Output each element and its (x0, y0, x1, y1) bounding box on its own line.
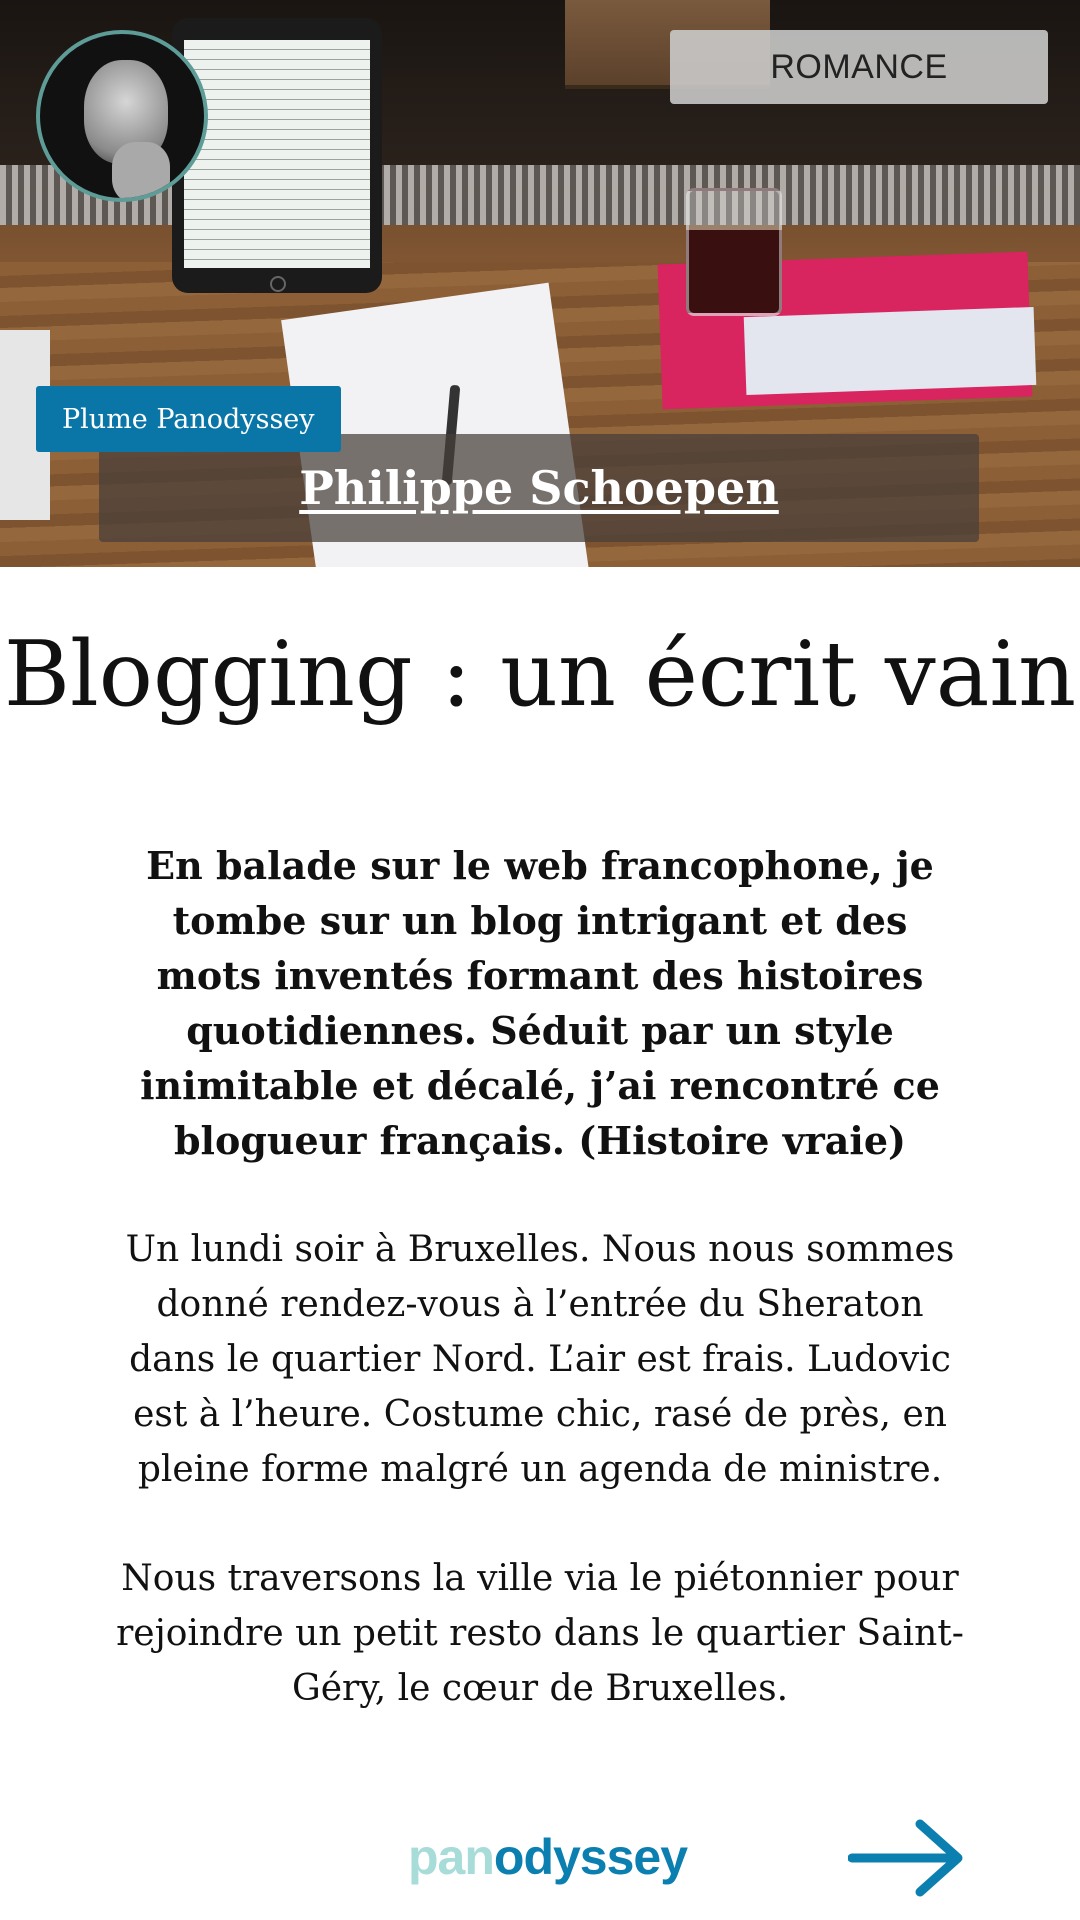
hero-glass (686, 188, 782, 316)
author-name-link[interactable]: Philippe Schoepen (299, 461, 779, 515)
hero-tablet (172, 18, 382, 293)
logo-part-odyssey: odyssey (493, 1829, 688, 1885)
panodyssey-logo[interactable] (408, 1828, 687, 1886)
article-lead: En balade sur le web francophone, je tombe sur un blog intrigant et des mots inventés formant des histoires quotidiennes. Séduit par un style inimitable et décalé, j’ai rencontré ce blogueur français. (Histoire vraie) (140, 843, 940, 1163)
hero-envelope (744, 307, 1037, 395)
article-title: Blogging : un écrit vain (3, 622, 1077, 727)
author-avatar[interactable] (36, 30, 208, 202)
avatar-hand (112, 142, 170, 202)
hero-tablet-screen (184, 40, 370, 268)
source-tag[interactable]: Plume Panodyssey (36, 386, 341, 452)
arrow-right-icon[interactable] (848, 1818, 966, 1898)
logo-part-pan: pan (408, 1829, 494, 1885)
article-paragraph: Un lundi soir à Bruxelles. Nous nous sommes donné rendez-vous à l’entrée du Sheraton dans le quartier Nord. L’air est frais. Ludovic est à l’heure. Costume chic, rasé de près, en pleine forme malgré un agenda de ministre. (125, 1229, 955, 1490)
article-paragraph: Nous traversons la ville via le piétonnier pour rejoindre un petit resto dans le quartier Saint-Géry, le cœur de Bruxelles. (116, 1558, 964, 1709)
hero-tablet-home-button (270, 276, 286, 292)
category-badge[interactable]: ROMANCE (670, 30, 1048, 104)
